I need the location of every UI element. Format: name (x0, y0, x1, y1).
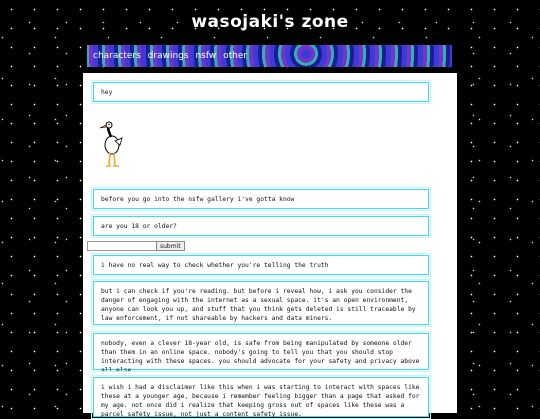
warning-box-2: nobody, even a clever 18-year old, is safe from being manipulated by someone older than them in an online space. nobody's going to tell you that you should stop interacting with these spaces. you should advocate for your safety and privacy above all else. (93, 333, 429, 370)
nav-link-other[interactable]: other (223, 51, 248, 61)
site-title: wasojaki's zone (191, 12, 349, 32)
nav-link-nsfw[interactable]: nsfw (195, 51, 217, 61)
nav-banner (87, 45, 452, 67)
stork-icon (99, 121, 127, 169)
warning-box-1: but i can check if you're reading. but before i reveal how, i ask you consider the danger of engaging with the internet as a sexual space. it's an open environment, anyone can look you up, and stuff that you think gets deleted is still traceable by law enforcement, if not shareable by hackers and data miners. (93, 281, 429, 325)
greeting-box: hey (93, 82, 429, 102)
warning-box-3: i wish i had a disclaimer like this when i was starting to interact with spaces like these at a younger age, because i remember feeling bigger than a page that asked for my age. not once did i realize that keeping gross out of spaces like these was a parcel safety issue, not just a content safety issue. (93, 377, 429, 417)
nav-link-characters[interactable]: characters (93, 51, 141, 61)
no-check-box: i have no real way to check whether you're telling the truth (93, 255, 429, 275)
submit-button[interactable]: submit (156, 241, 185, 251)
content-panel (83, 73, 457, 418)
intro-box: before you go into the nsfw gallery i've gotta know (93, 189, 429, 209)
age-question-box: are you 18 or older? (93, 216, 429, 236)
age-answer-input[interactable] (87, 241, 157, 251)
nav-link-drawings[interactable]: drawings (147, 51, 189, 61)
